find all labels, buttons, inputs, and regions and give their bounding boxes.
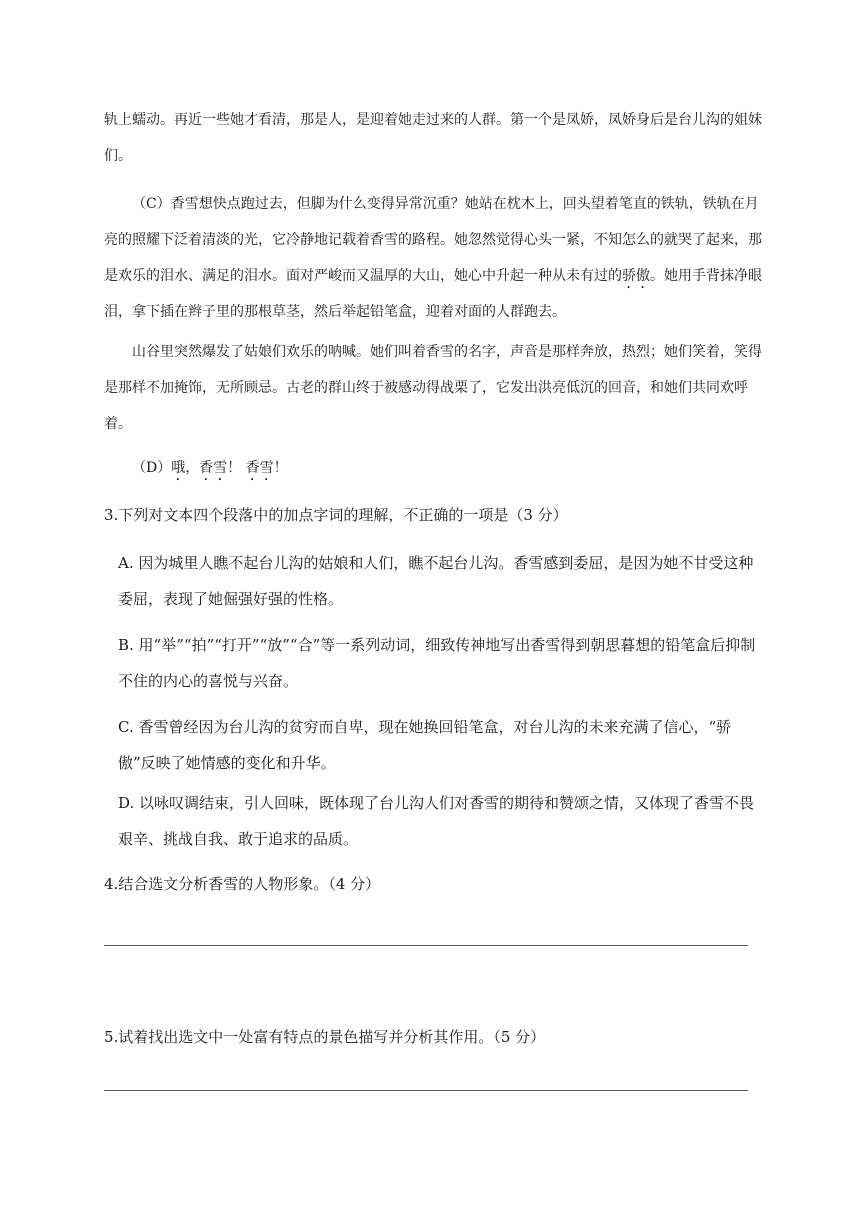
answer-line-5[interactable] <box>104 1090 748 1091</box>
question-4-stem: 4.结合选文分析香雪的人物形象。（4 分） <box>104 875 381 893</box>
question-3-option-b: B. 用“举”“拍”“打开”“放”“合”等一系列动词，细致传神地写出香雪得到朝思暮想的铅笔盒后抑制不住的内心的喜悦与兴奋。 <box>118 636 756 690</box>
dotted-phrase: 哦，香雪！ 香雪！ <box>171 460 288 476</box>
passage-paragraph-c <box>104 186 764 330</box>
question-3-stem: 3.下列对文本四个段落中的加点字词的理解，不正确的一项是（3 分） <box>104 506 568 524</box>
passage-paragraph-valley <box>104 334 764 442</box>
paragraph-label: （D） <box>132 460 172 476</box>
paragraph-text: 山谷里突然爆发了姑娘们欢乐的呐喊。她们叫着香雪的名字，声音是那样奔放，热烈；她们笑着，笑得是那样不加掩饰，无所顾忌。古老的群山终于被感动得战栗了，它发出洪亮低沉的回音，和她们共同欢呼着。 <box>104 344 762 432</box>
answer-line-4[interactable] <box>104 945 748 946</box>
paragraph-text: 轨上蠕动。再近一些她才看清，那是人，是迎着她走过来的人群。第一个是凤娇，凤娇身后是台儿沟的姐妹们。 <box>104 112 762 164</box>
question-5-stem: 5.试着找出选文中一处富有特点的景色描写并分析其作用。（5 分） <box>104 1028 546 1046</box>
question-3-option-a: A. 因为城里人瞧不起台儿沟的姑娘和人们，瞧不起台儿沟。香雪感到委屈，是因为她不甘受这种委屈，表现了她倔强好强的性格。 <box>118 554 754 608</box>
paragraph-text: （C）香雪想快点跑过去，但脚为什么变得异常沉重？她站在枕木上，回头望着笔直的铁轨，铁轨在月亮的照耀下泛着清淡的光，它冷静地记载着香雪的路程。她忽然觉得心头一紧，不知怎么的就哭了起来，那是欢乐的泪水、满足的泪水。面对严峻而又温厚的大山，她心中升起一种从未有过的 <box>104 196 762 284</box>
passage-paragraph-continued <box>104 102 764 174</box>
paragraph-text: 。她用手背抹净眼泪，拿下插在辫子里的那根草茎，然后举起铅笔盒，迎着对面的人群跑去。 <box>104 268 762 320</box>
dotted-word: 骄傲 <box>622 268 650 284</box>
passage-paragraph-d <box>104 450 764 486</box>
question-3-option-d: D. 以咏叹调结束，引人回味，既体现了台儿沟人们对香雪的期待和赞颂之情，又体现了香雪不畏艰辛、挑战自我、敢于追求的品质。 <box>118 794 755 848</box>
question-3-option-c: C. 香雪曾经因为台儿沟的贫穷而自卑，现在她换回铅笔盒，对台儿沟的未来充满了信心，“骄傲”反映了她情感的变化和升华。 <box>118 718 732 772</box>
